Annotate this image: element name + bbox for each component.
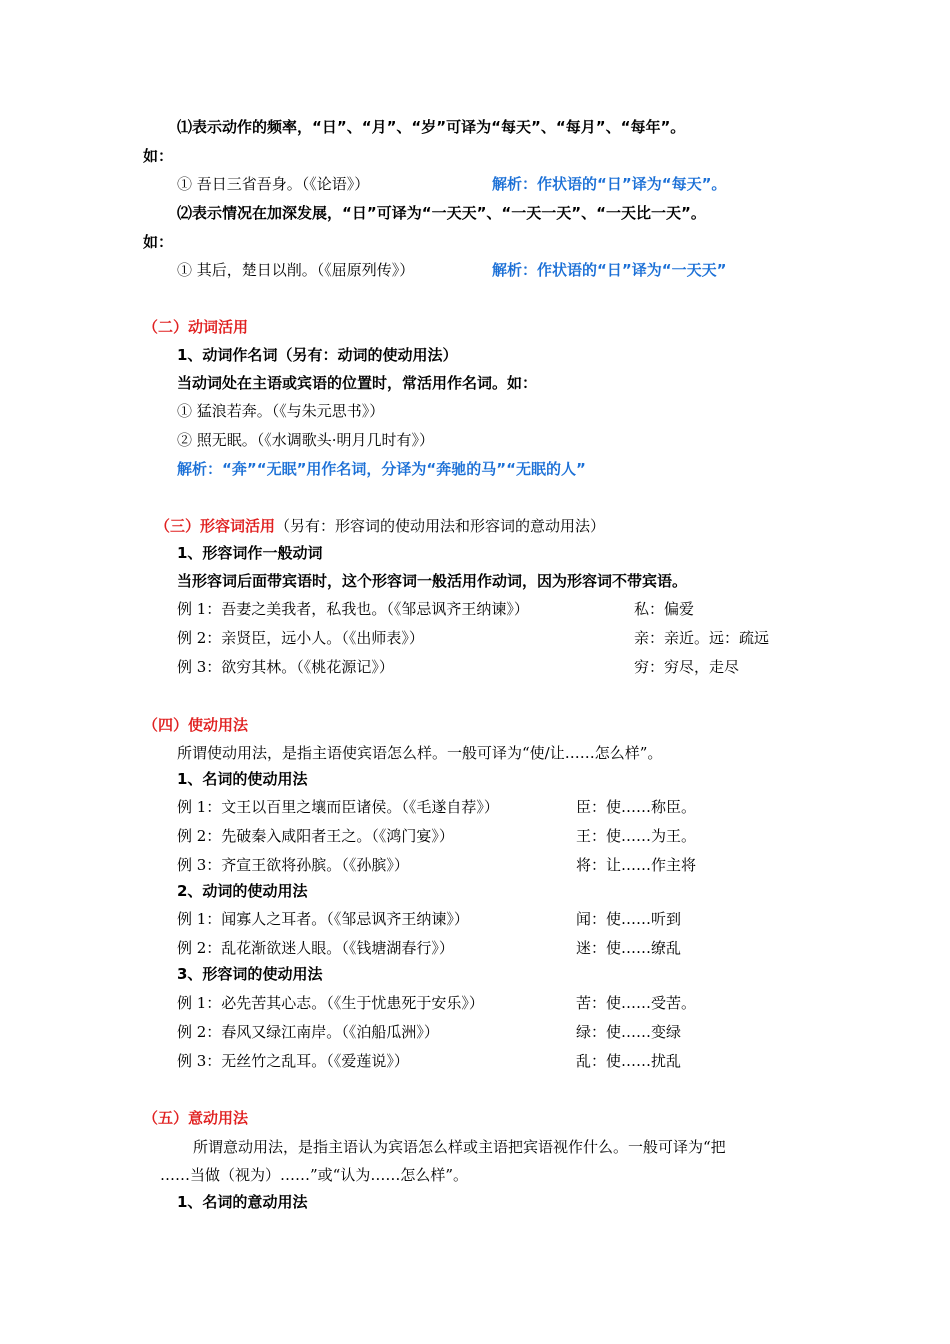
subheading: 1、动词作名词（另有：动词的使动用法） <box>177 346 458 364</box>
analysis-note: 解析：作状语的“日”译为“一天天” <box>492 261 727 279</box>
rule-frequency-cont: 如： <box>143 147 174 165</box>
intro-text: 所谓使动用法，是指主语使宾语怎么样。一般可译为“使/让……怎么样”。 <box>177 744 663 762</box>
rule-deepening: ⑵表示情况在加深发展，“日”可译为“一天天”、“一天一天”、“一天比一天”。 <box>177 204 706 222</box>
rule-text: 当形容词后面带宾语时，这个形容词一般活用作动词，因为形容词不带宾语。 <box>177 572 688 590</box>
gloss: 王：使……为王。 <box>576 827 697 845</box>
example-line: 例 1：必先苦其心志。（《生于忧患死于安乐》） <box>177 994 484 1012</box>
analysis-note: 解析：“奔”“无眠”用作名词，分译为“奔驰的马”“无眠的人” <box>177 460 586 478</box>
example-line: 例 2：亲贤臣，远小人。（《出师表》） <box>177 629 424 647</box>
section-heading-causative: （四）使动用法 <box>143 716 249 734</box>
section-heading-verb: （二）动词活用 <box>143 318 249 336</box>
gloss: 将：让……作主将 <box>576 856 697 874</box>
example-line: 例 1：文王以百里之壤而臣诸侯。（《毛遂自荐》） <box>177 798 499 816</box>
gloss: 绿：使……变绿 <box>576 1023 682 1041</box>
subheading: 1、名词的意动用法 <box>177 1193 308 1211</box>
subheading: 1、名词的使动用法 <box>177 770 308 788</box>
example-line: ① 其后，楚日以削。（《屈原列传》） <box>177 261 415 279</box>
example-line: 例 3：欲穷其林。（《桃花源记》） <box>177 658 394 676</box>
gloss: 苦：使……受苦。 <box>576 994 697 1012</box>
rule-deepening-cont: 如： <box>143 233 174 251</box>
rule-frequency: ⑴表示动作的频率，“日”、“月”、“岁”可译为“每天”、“每月”、“每年”。 <box>177 118 686 136</box>
subheading: 2、动词的使动用法 <box>177 882 308 900</box>
gloss: 臣：使……称臣。 <box>576 798 697 816</box>
example-line: 例 1：吾妻之美我者，私我也。（《邹忌讽齐王纳谏》） <box>177 600 529 618</box>
gloss: 迷：使……缭乱 <box>576 939 682 957</box>
example-line: ② 照无眠。（《水调歌头·明月几时有》） <box>177 431 435 449</box>
example-line: ① 猛浪若奔。（《与朱元思书》） <box>177 402 385 420</box>
section-heading-putative: （五）意动用法 <box>143 1109 249 1127</box>
example-line: 例 1：闻寡人之耳者。（《邹忌讽齐王纳谏》） <box>177 910 469 928</box>
section-heading-extra: （另有：形容词的使动用法和形容词的意动用法） <box>275 517 606 535</box>
analysis-note: 解析：作状语的“日”译为“每天”。 <box>492 175 727 193</box>
gloss: 穷：穷尽，走尽 <box>634 658 740 676</box>
section-heading-text: （三）形容词活用 <box>155 517 276 535</box>
gloss: 亲：亲近。远：疏远 <box>634 629 770 647</box>
example-line: 例 2：春风又绿江南岸。（《泊船瓜洲》） <box>177 1023 439 1041</box>
example-line: 例 2：乱花渐欲迷人眼。（《钱塘湖春行》） <box>177 939 454 957</box>
example-line: 例 3：齐宣王欲将孙膑。（《孙膑》） <box>177 856 409 874</box>
gloss: 乱：使……扰乱 <box>576 1052 682 1070</box>
intro-text-cont: ……当做（视为）……”或“认为……怎么样”。 <box>160 1166 469 1184</box>
example-line: 例 3：无丝竹之乱耳。（《爱莲说》） <box>177 1052 409 1070</box>
example-line: ① 吾日三省吾身。（《论语》） <box>177 175 370 193</box>
rule-text: 当动词处在主语或宾语的位置时，常活用作名词。如： <box>177 374 538 392</box>
intro-text: 所谓意动用法，是指主语认为宾语怎么样或主语把宾语视作什么。一般可译为“把 <box>193 1138 726 1156</box>
subheading: 3、形容词的使动用法 <box>177 965 323 983</box>
gloss: 闻：使……听到 <box>576 910 682 928</box>
subheading: 1、形容词作一般动词 <box>177 544 323 562</box>
section-heading-adjective <box>155 516 605 536</box>
gloss: 私：偏爱 <box>634 600 695 618</box>
example-line: 例 2：先破秦入咸阳者王之。（《鸿门宴》） <box>177 827 454 845</box>
